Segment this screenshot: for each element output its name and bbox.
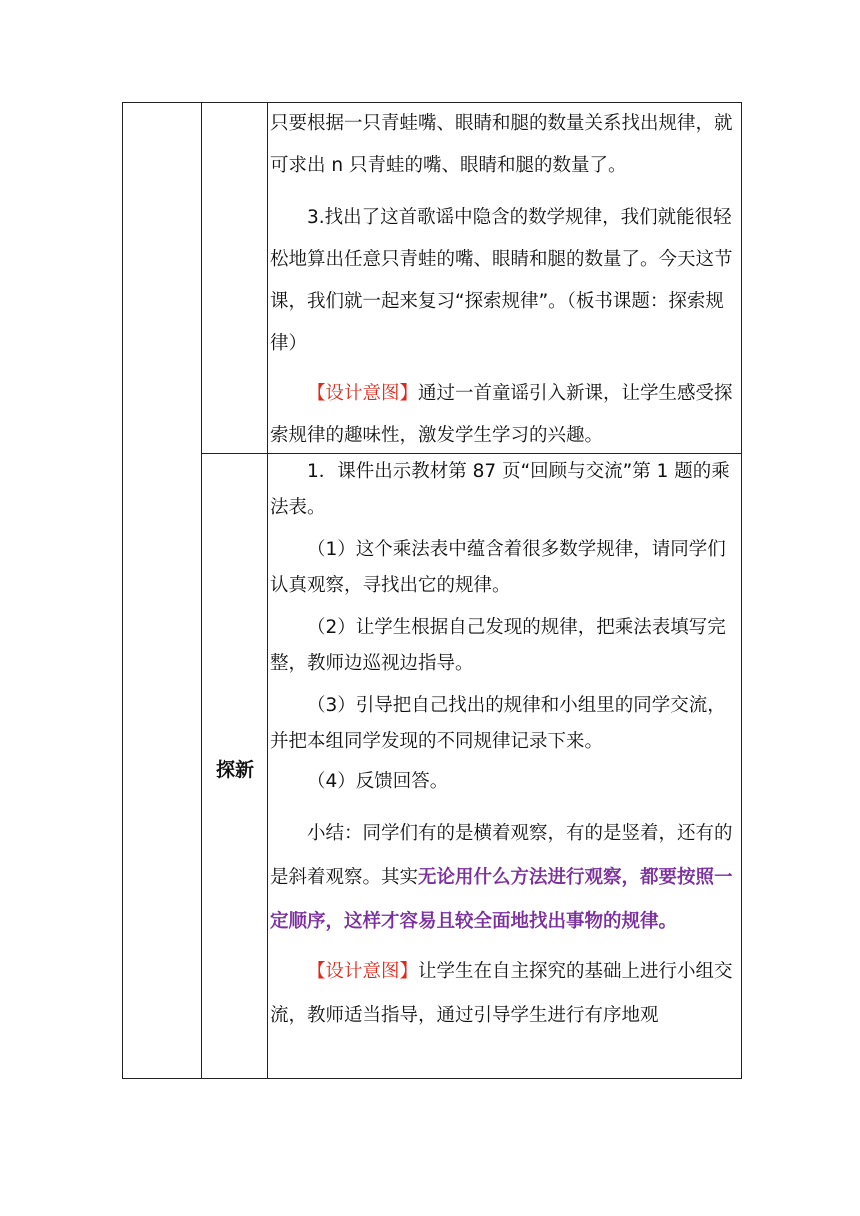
design-intent-tag: 【设计意图】 — [307, 383, 419, 404]
bottom-paragraph-1: 1．课件出示教材第 87 页“回顾与交流”第 1 题的乘法表。 — [270, 461, 730, 518]
bottom-paragraph-7 — [270, 950, 735, 1038]
column-divider-1 — [201, 103, 202, 1078]
bottom-paragraph-4: （3）引导把自己找出的规律和小组里的同学交流，并把本组同学发现的不同规律记录下来。 — [270, 695, 726, 752]
summary-paragraph — [270, 812, 735, 944]
summary-emphasis: 无论用什么方法进行观察，都要按照一定顺序，这样才容易且较全面地找出事物的规律。 — [270, 867, 733, 932]
top-paragraph-1: 只要根据一只青蛙嘴、眼睛和腿的数量关系找出规律，就可求出 n 只青蛙的嘴、眼睛和腿的数量了。 — [270, 113, 733, 176]
top-paragraph-2: 3.找出了这首歌谣中隐含的数学规律，我们就能很轻松地算出任意只青蛙的嘴、眼睛和腿的数量了。今天这节课，我们就一起来复习“探索规律”。（板书课题：探索规律） — [270, 207, 733, 354]
design-intent-text-2: 让学生在自主探究的基础上进行小组交流，教师适当指导，通过引导学生进行有序地观 — [270, 961, 733, 1026]
bottom-paragraph-5: （4）反馈回答。 — [307, 771, 449, 792]
section-label: 探新 — [215, 759, 254, 781]
bottom-paragraph-3: （2）让学生根据自己发现的规律，把乘法表填写完整，教师边巡视边指导。 — [270, 617, 726, 674]
lesson-plan-table — [122, 102, 742, 1079]
bottom-paragraph-2: （1）这个乘法表中蕴含着很多数学规律，请同学们认真观察，寻找出它的规律。 — [270, 539, 726, 596]
top-content-cell — [270, 103, 735, 453]
design-intent-tag-2: 【设计意图】 — [307, 961, 419, 982]
bottom-content-cell — [270, 454, 735, 1038]
top-paragraph-3 — [270, 373, 735, 457]
design-intent-text: 通过一首童谣引入新课，让学生感受探索规律的趣味性，激发学生学习的兴趣。 — [270, 383, 733, 446]
column-divider-2 — [267, 103, 268, 1078]
summary-text: 小结：同学们有的是横着观察，有的是竖着，还有的是斜着观察。其实 — [270, 823, 733, 888]
